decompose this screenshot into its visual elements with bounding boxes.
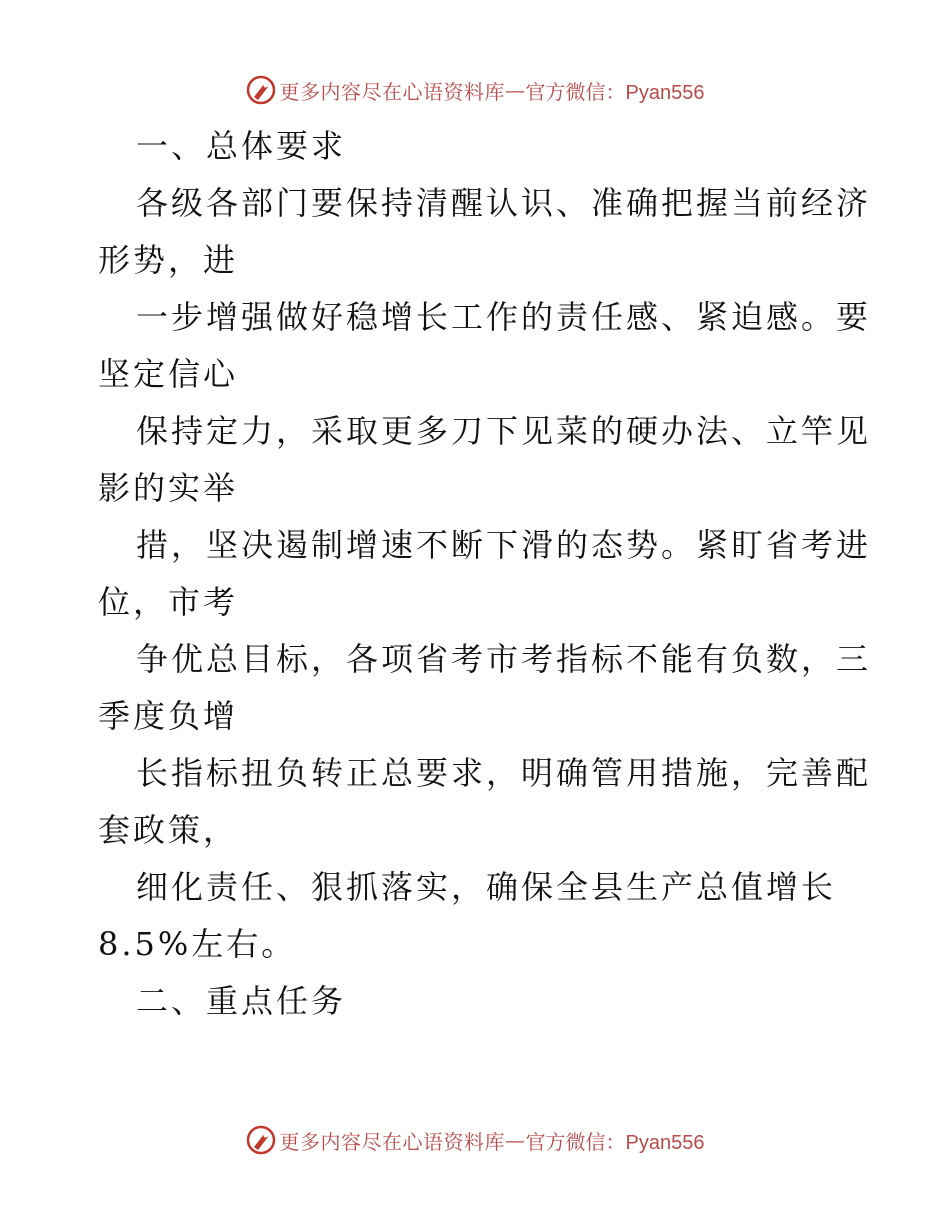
header-watermark [0,70,950,110]
footer-watermark [0,1120,950,1160]
paragraph-line: 形势，进 [98,241,239,279]
paragraph-line: 细化责任、狠抓落实，确保全县生产总值增长 [136,868,837,906]
watermark-contact: 官方微信：Pyan556 [525,81,705,104]
paragraph-line: 一步增强做好稳增长工作的责任感、紧迫感。要 [136,298,872,336]
watermark-contact: 官方微信：Pyan556 [525,1131,705,1154]
watermark-brand: 更多内容尽在心语资料库 [279,1129,506,1154]
watermark-brand: 更多内容尽在心语资料库 [279,79,506,104]
section-heading: 二、重点任务 [136,982,347,1020]
paragraph-line: 8.5%左右。 [98,925,297,963]
paragraph-line: 位，市考 [98,583,239,621]
paragraph-line: 争优总目标，各项省考市考指标不能有负数，三 [136,640,872,678]
paragraph-line: 影的实举 [98,469,239,507]
paragraph-line: 坚定信心 [98,355,239,393]
pen-nib-logo-icon [246,75,276,105]
paragraph-line: 措，坚决遏制增速不断下滑的态势。紧盯省考进 [136,526,872,564]
paragraph-line: 套政策， [98,811,239,849]
paragraph-line: 季度负增 [98,697,239,735]
paragraph-line: 长指标扭负转正总要求，明确管用措施，完善配 [136,754,872,792]
watermark-separator: — [505,78,526,102]
section-heading: 一、总体要求 [136,127,347,165]
paragraph-line: 各级各部门要保持清醒认识、准确把握当前经济 [136,184,872,222]
pen-nib-logo-icon [246,1125,276,1155]
document-body [98,118,872,1030]
paragraph-line: 保持定力，采取更多刀下见菜的硬办法、立竿见 [136,412,872,450]
watermark-separator: — [505,1128,526,1152]
